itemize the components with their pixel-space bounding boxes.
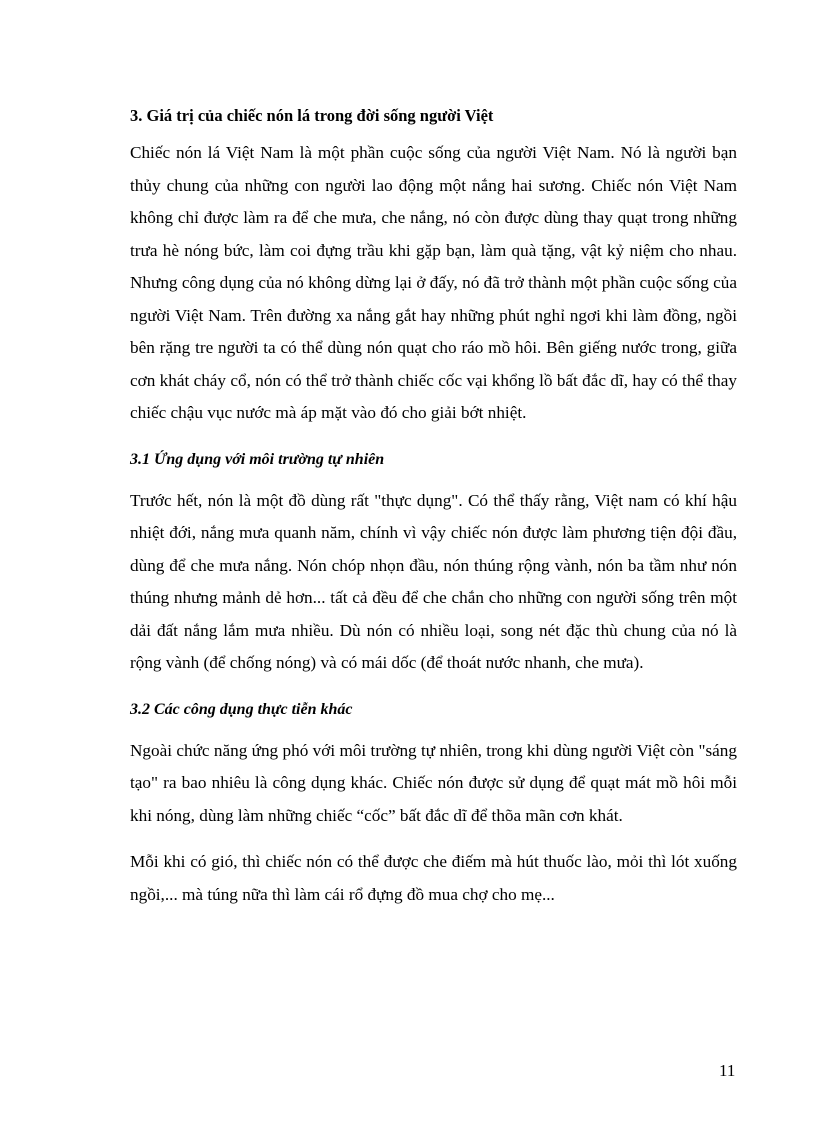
page-number: 11 <box>719 1061 736 1080</box>
page-content <box>130 100 737 925</box>
intro-paragraph: Chiếc nón lá Việt Nam là một phần cuộc sống của người Việt Nam. Nó là người bạn thủy chung của những con người lao động một nắng hai sương. Chiếc nón Việt Nam không chỉ được làm ra để che mưa, che nắng, nó còn được dùng thay quạt trong những trưa hè nóng bức, làm coi đựng trầu khi gặp bạn, làm quà tặng, vật kỷ niệm cho nhau. Nhưng công dụng của nó không dừng lại ở đấy, nó đã trở thành một phần cuộc sống của người Việt Nam. Trên đường xa nắng gắt hay những phút nghỉ ngơi khi làm đồng, ngồi bên rặng tre người ta có thể dùng nón quạt cho ráo mồ hôi. Bên giếng nước trong, giữa cơn khát cháy cổ, nón có thể trở thành chiếc cốc vại khổng lồ bất đắc dĩ, hay có thể thay chiếc chậu vục nước mà áp mặt vào đó cho giải bớt nhiệt. <box>130 143 737 422</box>
section-title: 3. Giá trị của chiếc nón lá trong đời sống người Việt <box>130 106 494 125</box>
subsection-1-paragraph: Trước hết, nón là một đồ dùng rất "thực dụng". Có thể thấy rằng, Việt nam có khí hậu nhiệt đới, nắng mưa quanh năm, chính vì vậy chiếc nón được làm phương tiện đội đầu, dùng để che mưa nắng. Nón chóp nhọn đầu, nón thúng rộng vành, nón ba tầm như nón thúng nhưng mảnh dẻ hơn... tất cả đều để che chắn cho những con người sống trên một dải đất nắng lắm mưa nhiều. Dù nón có nhiều loại, song nét đặc thù chung của nó là rộng vành (để chống nóng) và có mái dốc (để thoát nước nhanh, che mưa). <box>130 490 737 672</box>
subsection-2-paragraph-1: Ngoài chức năng ứng phó với môi trường tự nhiên, trong khi dùng người Việt còn "sáng tạo" ra bao nhiêu là công dụng khác. Chiếc nón được sử dụng để quạt mát mồ hôi mỗi khi nóng, dùng làm những chiếc “cốc” bất đắc dĩ để thõa mãn cơn khát. <box>130 740 737 825</box>
subsection-2-paragraph-2: Mỗi khi có gió, thì chiếc nón có thể được che điếm mà hút thuốc lào, mỏi thì lót xuống ngồi,... mà túng nữa thì làm cái rổ đựng đồ mua chợ cho mẹ... <box>130 852 737 904</box>
subsection-1-title: 3.1 Ứng dụng với môi trường tự nhiên <box>130 450 385 468</box>
subsection-2-title: 3.2 Các công dụng thực tiễn khác <box>130 700 353 718</box>
